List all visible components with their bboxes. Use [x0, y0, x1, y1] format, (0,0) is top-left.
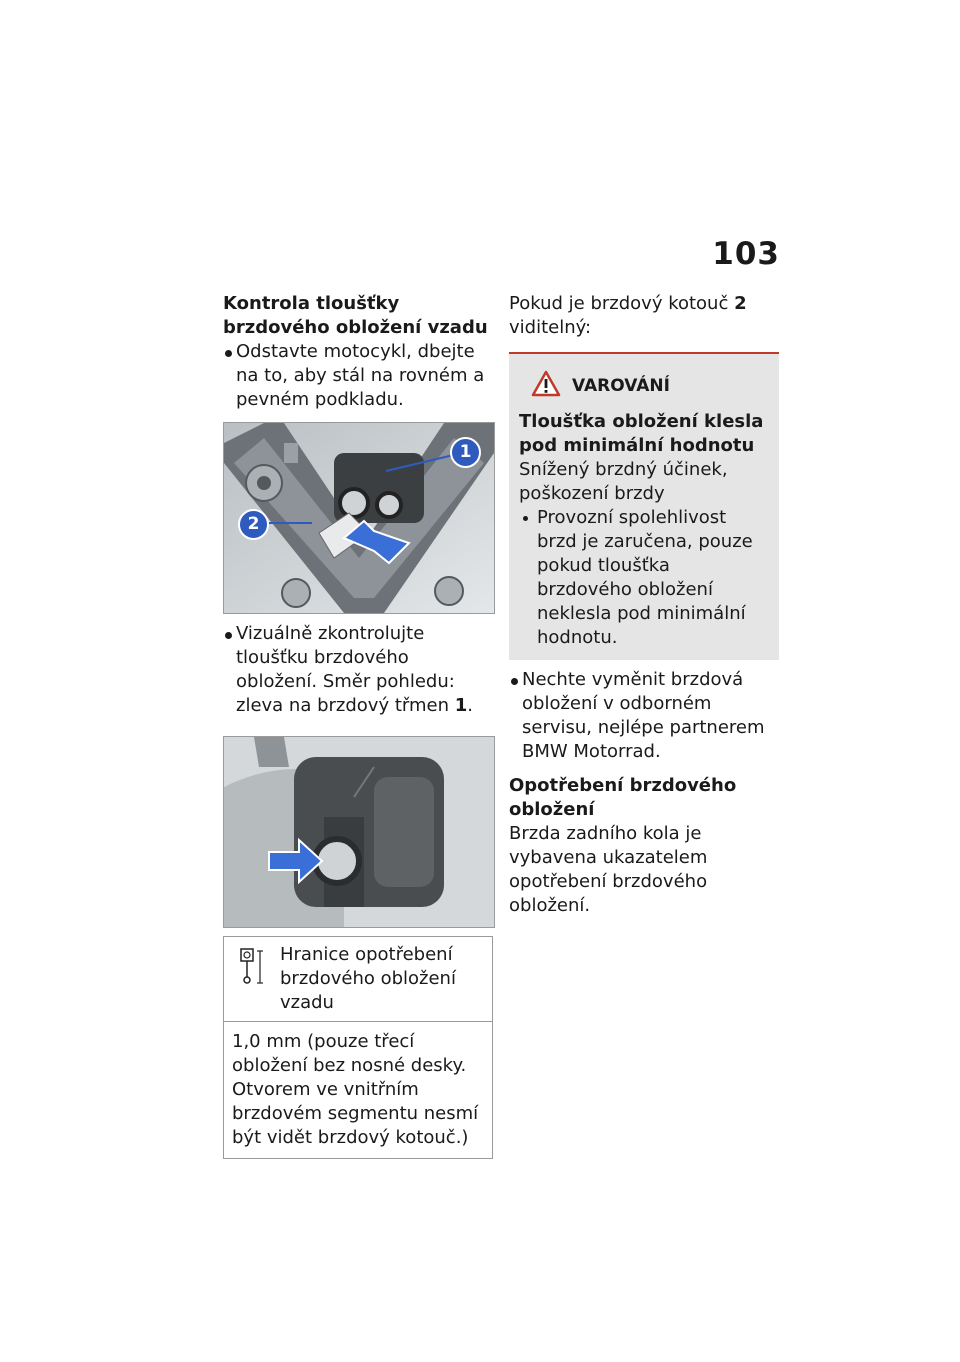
- warning-bullet: Provozní spolehlivost brzd je zaručena, pouze pokud tloušťka brzdového obložení neklesla pod minimální hodnotu.: [519, 506, 769, 650]
- spec-label: Hranice opotřebení brzdového obložení vzadu: [280, 944, 456, 1013]
- step-text: Vizuálně zkontrolujte tloušťku brzdového obložení. Směr pohledu: zleva na brzdový třmen: [236, 623, 455, 716]
- wear-limit-spec: [223, 936, 493, 1159]
- warning-consequence: Snížený brzdný účinek, poškození brzdy: [519, 459, 728, 504]
- step-park-motorcycle: [223, 340, 493, 412]
- section-heading-wear: Opotřebení brzdového obložení: [509, 775, 737, 820]
- wear-limit-icon: [238, 947, 264, 985]
- step-text: Nechte vyměnit brzdová obložení v odborném servisu, nejlépe partnerem BMW Motorrad.: [522, 669, 765, 762]
- callout-1: 1: [450, 437, 481, 468]
- right-column: [509, 292, 779, 918]
- left-column: [223, 292, 493, 1159]
- warning-triangle-icon: [531, 370, 561, 397]
- warning-title: Tloušťka obložení klesla pod minimální hodnotu: [519, 411, 764, 456]
- brake-pad-illustration: [224, 737, 494, 927]
- step-replace-pads: [509, 668, 779, 764]
- reference-number: 1: [454, 695, 468, 716]
- warning-header: [519, 366, 769, 410]
- condition-text: Pokud je brzdový kotouč 2 viditelný:: [509, 293, 747, 338]
- spec-header: [224, 937, 492, 1022]
- reference-number: 2: [734, 293, 747, 314]
- step-text: Odstavte motocykl, dbejte na to, aby stál na rovném a pevném podkladu.: [236, 341, 485, 410]
- spec-value: 1,0 mm (pouze třecí obložení bez nosné desky. Otvorem ve vnitřním brzdovém segmentu nesmí být vidět brzdový kotouč.): [232, 1031, 479, 1148]
- page-number: 103: [712, 236, 780, 272]
- callout-2: 2: [238, 509, 269, 540]
- step-visual-check: Vizuálně zkontrolujte tloušťku brzdového obložení. Směr pohledu: zleva na brzdový třmen 1.: [223, 622, 493, 718]
- figure-brake-pad-detail: [223, 736, 495, 928]
- section-heading: Kontrola tloušťky brzdového obložení vzadu: [223, 293, 488, 338]
- figure-brake-caliper-overview: [223, 422, 495, 614]
- warning-label: VAROVÁNÍ: [572, 376, 670, 396]
- wear-indicator-paragraph: Brzda zadního kola je vybavena ukazatelem opotřebení brzdového obložení.: [509, 823, 708, 916]
- warning-box: [509, 352, 779, 660]
